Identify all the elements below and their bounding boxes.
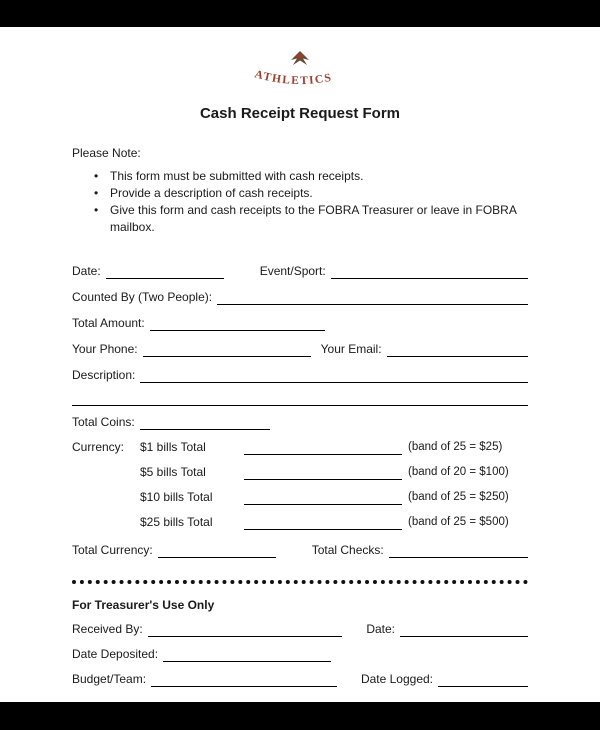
date-deposited-field-line[interactable] xyxy=(163,648,331,662)
treasurer-section-heading: For Treasurer's Use Only xyxy=(72,598,215,612)
bullet-icon: • xyxy=(94,203,99,217)
bill-label: $25 bills Total xyxy=(140,515,213,529)
currency-label: Currency: xyxy=(72,440,125,454)
note-text: This form must be submitted with cash receipts. xyxy=(110,169,364,183)
svg-text:ATHLETICS: ATHLETICS xyxy=(253,68,334,88)
page-title: Cash Receipt Request Form xyxy=(199,105,401,122)
band-note: (band of 25 = $25) xyxy=(408,441,503,453)
bill-total-field-line[interactable] xyxy=(244,441,402,455)
bill-label: $1 bills Total xyxy=(140,440,206,454)
total-checks-label: Total Checks: xyxy=(311,543,384,557)
currency-row-1 xyxy=(72,440,528,455)
budget-team-row xyxy=(72,672,528,687)
bill-label: $10 bills Total xyxy=(140,490,213,504)
total-coins-row xyxy=(72,415,528,430)
bill-label: $5 bills Total xyxy=(140,465,206,479)
total-coins-label: Total Coins: xyxy=(72,415,135,429)
budget-team-field-line[interactable] xyxy=(151,673,337,687)
received-by-row xyxy=(72,622,528,637)
your-phone-field-line[interactable] xyxy=(143,343,311,357)
event-sport-label: Event/Sport: xyxy=(259,264,326,278)
date-event-row xyxy=(72,264,528,279)
date-logged-label: Date Logged: xyxy=(360,672,433,686)
total-amount-row xyxy=(72,316,528,331)
treasurer-date-field-line[interactable] xyxy=(400,623,528,637)
bill-total-field-line[interactable] xyxy=(244,466,402,480)
top-letterbox-bar xyxy=(0,0,600,27)
list-item xyxy=(94,185,528,202)
bill-total-field-line[interactable] xyxy=(244,516,402,530)
your-phone-label: Your Phone: xyxy=(72,342,138,356)
form-body xyxy=(0,27,600,702)
total-currency-label: Total Currency: xyxy=(72,543,153,557)
athletics-logo xyxy=(72,47,528,95)
treasurer-date-label: Date: xyxy=(366,622,395,636)
counted-by-field-line[interactable] xyxy=(217,291,528,305)
note-text: Give this form and cash receipts to the FOBRA Treasurer or leave in FOBRA mailbox. xyxy=(110,203,517,234)
total-amount-label: Total Amount: xyxy=(72,316,145,330)
currency-row-2 xyxy=(72,465,528,480)
description-field-line[interactable] xyxy=(140,369,528,383)
bullet-icon: • xyxy=(94,169,99,183)
your-email-label: Your Email: xyxy=(320,342,382,356)
currency-row-4 xyxy=(72,515,528,530)
list-item xyxy=(94,202,528,236)
your-email-field-line[interactable] xyxy=(387,343,528,357)
total-coins-field-line[interactable] xyxy=(140,416,270,430)
description-label: Description: xyxy=(72,368,136,382)
total-currency-field-line[interactable] xyxy=(158,544,276,558)
bottom-letterbox-bar xyxy=(0,702,600,730)
date-logged-field-line[interactable] xyxy=(438,673,528,687)
band-note: (band of 25 = $500) xyxy=(408,516,509,528)
counted-by-row xyxy=(72,290,528,305)
bullet-icon: • xyxy=(94,186,99,200)
total-amount-field-line[interactable] xyxy=(150,317,325,331)
description-row-2 xyxy=(72,392,528,406)
please-note-heading: Please Note: xyxy=(72,146,141,160)
received-by-label: Received By: xyxy=(72,622,143,636)
note-text: Provide a description of cash receipts. xyxy=(110,186,313,200)
currency-row-3 xyxy=(72,490,528,505)
band-note: (band of 25 = $250) xyxy=(408,491,509,503)
counted-by-label: Counted By (Two People): xyxy=(72,290,213,304)
budget-team-label: Budget/Team: xyxy=(72,672,147,686)
total-checks-field-line[interactable] xyxy=(389,544,528,558)
event-sport-field-line[interactable] xyxy=(331,265,528,279)
date-field-line[interactable] xyxy=(106,265,224,279)
totals-row xyxy=(72,543,528,558)
list-item xyxy=(94,168,528,185)
athletics-emblem-icon xyxy=(240,47,360,95)
date-deposited-label: Date Deposited: xyxy=(72,647,159,661)
notes-list xyxy=(72,168,528,236)
received-by-field-line[interactable] xyxy=(148,623,343,637)
date-deposited-row xyxy=(72,647,528,662)
description-field-line-2[interactable] xyxy=(72,392,528,406)
bill-total-field-line[interactable] xyxy=(244,491,402,505)
band-note: (band of 20 = $100) xyxy=(408,466,509,478)
description-row xyxy=(72,368,528,383)
date-label: Date: xyxy=(72,264,101,278)
dotted-divider xyxy=(72,580,528,584)
phone-email-row xyxy=(72,342,528,357)
